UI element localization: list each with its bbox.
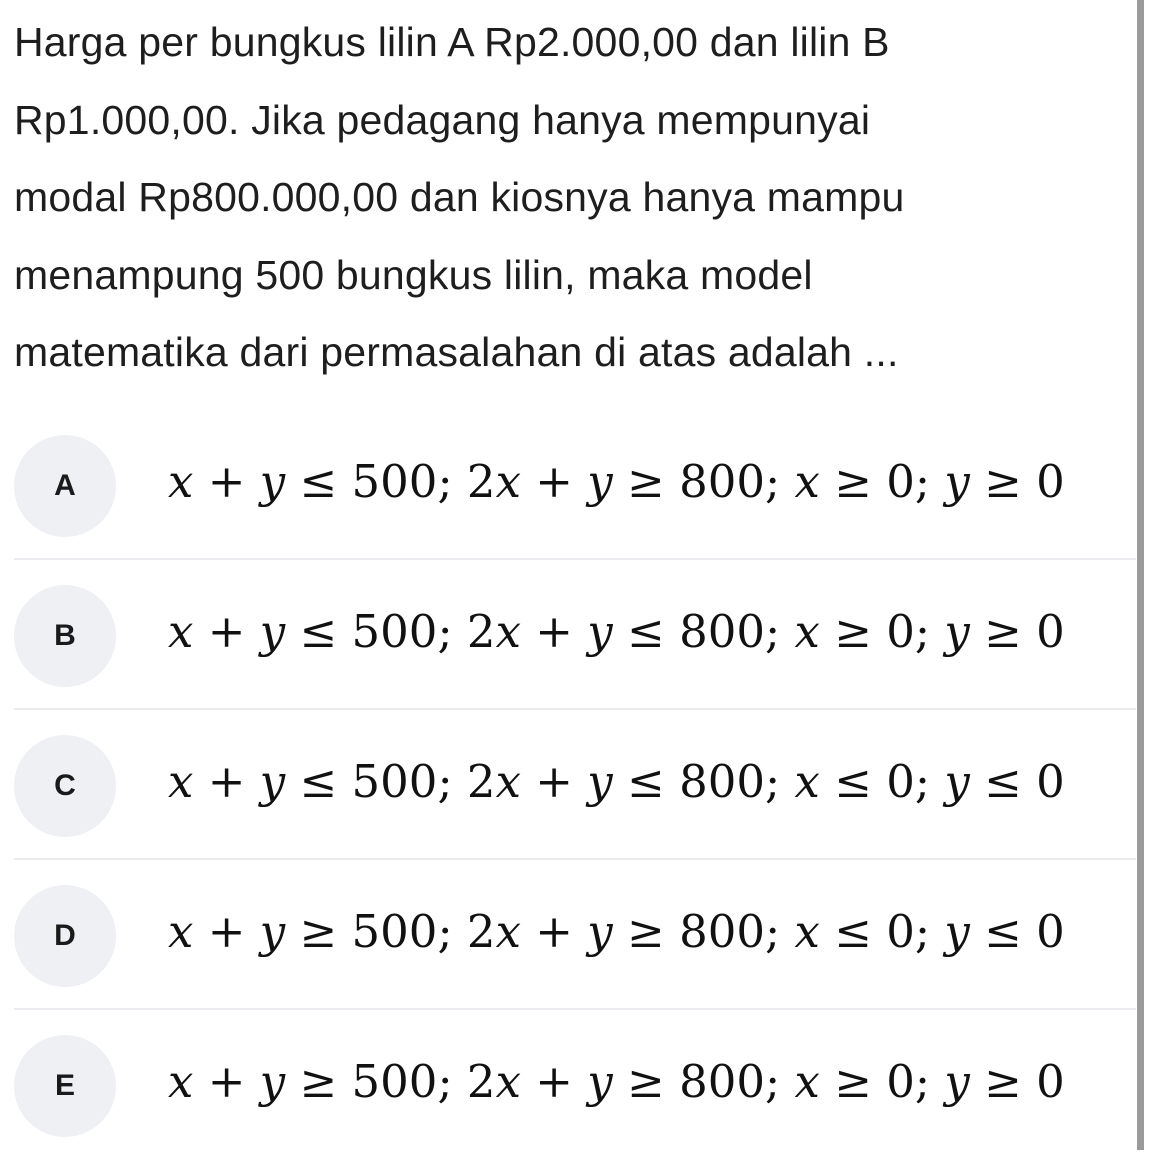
option-letter-badge: B bbox=[14, 585, 116, 687]
option-text: x + y ≤ 500; 2x + y ≤ 800; x ≥ 0; y ≥ 0 bbox=[168, 605, 1065, 658]
option-letter-badge: A bbox=[14, 435, 116, 537]
question-text bbox=[14, 4, 1124, 392]
option-letter-badge: E bbox=[14, 1035, 116, 1137]
question-line: menampung 500 bungkus lilin, maka model bbox=[14, 251, 813, 298]
option-text: x + y ≥ 500; 2x + y ≥ 800; x ≤ 0; y ≤ 0 bbox=[168, 905, 1065, 958]
option-e[interactable] bbox=[0, 1010, 1136, 1160]
option-text: x + y ≥ 500; 2x + y ≥ 800; x ≥ 0; y ≥ 0 bbox=[168, 1055, 1065, 1108]
question-line: Harga per bungkus lilin A Rp2.000,00 dan lilin B bbox=[14, 19, 890, 65]
question-line: matematika dari permasalahan di atas adalah ... bbox=[14, 329, 899, 375]
option-a[interactable] bbox=[0, 410, 1136, 560]
option-letter-badge: C bbox=[14, 735, 116, 837]
option-c[interactable] bbox=[0, 710, 1136, 860]
option-letter-badge: D bbox=[14, 885, 116, 987]
question-line: Rp1.000,00. Jika pedagang hanya mempunyai bbox=[14, 96, 871, 143]
question-line: modal Rp800.000,00 dan kiosnya hanya mampu bbox=[14, 174, 905, 220]
option-b[interactable] bbox=[0, 560, 1136, 710]
option-text: x + y ≤ 500; 2x + y ≤ 800; x ≤ 0; y ≤ 0 bbox=[168, 755, 1065, 808]
option-text: x + y ≤ 500; 2x + y ≥ 800; x ≥ 0; y ≥ 0 bbox=[168, 455, 1065, 508]
option-d[interactable] bbox=[0, 860, 1136, 1010]
scrollbar-thumb[interactable] bbox=[1137, 0, 1144, 1150]
answer-options bbox=[0, 410, 1136, 1160]
